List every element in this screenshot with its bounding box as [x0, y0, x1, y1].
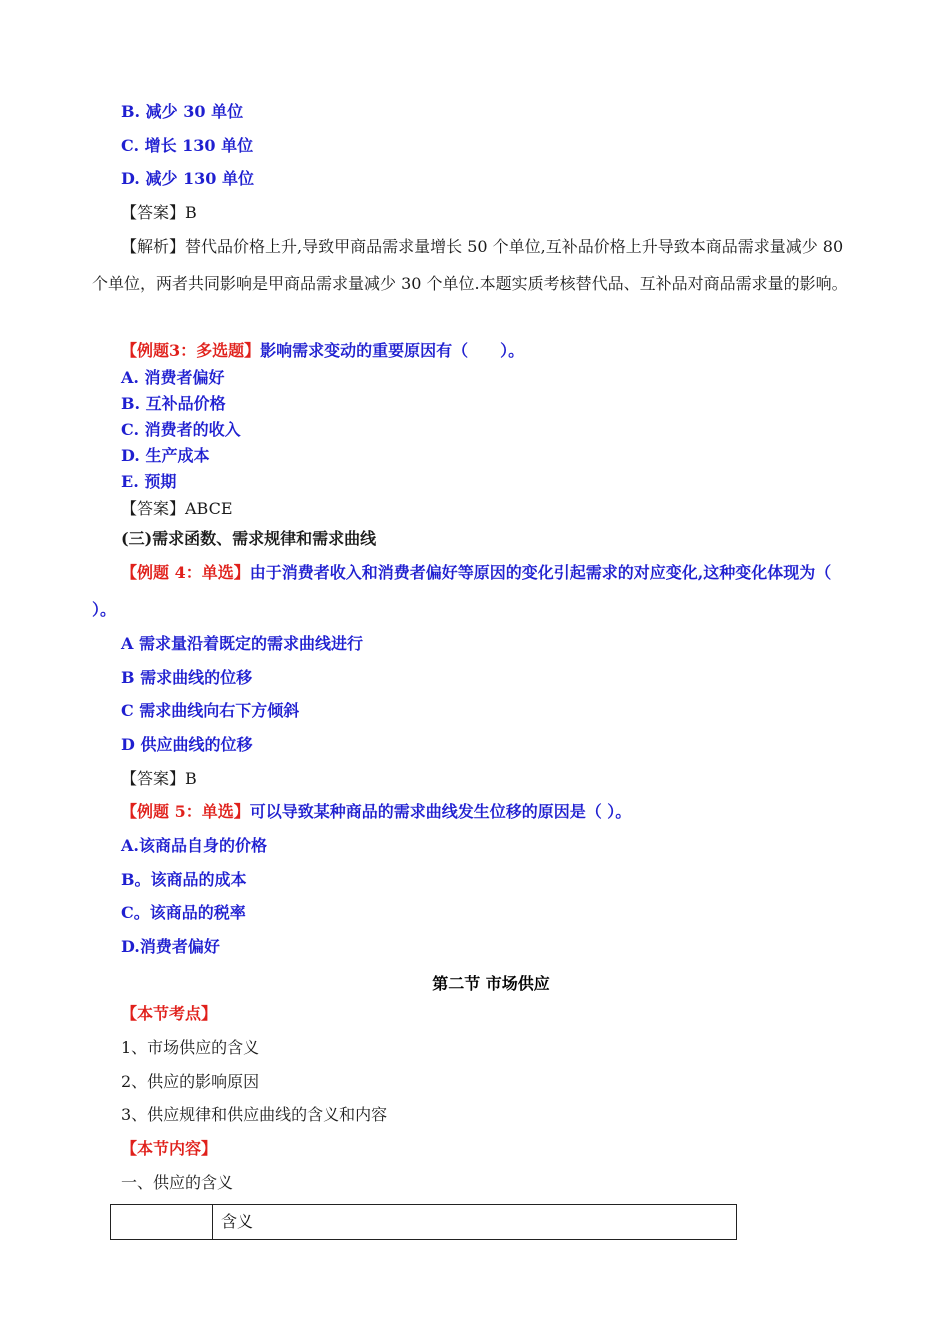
kaodian-item-2: 2、供应的影响原因	[121, 1072, 260, 1091]
table-cell: 含义	[213, 1205, 737, 1240]
option-d: D. 减少 130 单位	[121, 169, 254, 188]
question-tag: 【例题3：多选题】	[121, 341, 261, 360]
q3-option-c: C. 消费者的收入	[121, 420, 241, 439]
section-heading: 第二节 市场供应	[432, 974, 550, 993]
subsection-title: 一、供应的含义	[121, 1173, 234, 1192]
q5-option-c: C。该商品的税率	[121, 903, 246, 922]
definition-table	[110, 1204, 737, 1240]
question-text: 由于消费者收入和消费者偏好等原因的变化引起需求的对应变化,这种变化体现为（ ）。	[92, 563, 853, 619]
question-text: 可以导致某种商品的需求曲线发生位移的原因是（ ）。	[249, 802, 632, 821]
q4-option-d: D 供应曲线的位移	[121, 735, 253, 754]
kaodian-item-1: 1、市场供应的含义	[121, 1038, 260, 1057]
kaodian-label: 【本节考点】	[121, 1004, 218, 1023]
analysis-paragraph	[92, 228, 862, 302]
q5-option-b: B。该商品的成本	[121, 870, 247, 889]
q3-option-b: B. 互补品价格	[121, 394, 226, 413]
option-c: C. 增长 130 单位	[121, 136, 254, 155]
table-cell	[111, 1205, 213, 1240]
q3-option-a: A. 消费者偏好	[121, 368, 225, 387]
neirong-label: 【本节内容】	[121, 1139, 218, 1158]
q3-option-e: E. 预期	[121, 472, 177, 491]
option-b: B. 减少 30 单位	[121, 102, 244, 121]
q5-option-a: A.该商品自身的价格	[121, 836, 267, 855]
q5-option-d: D.消费者偏好	[121, 937, 220, 956]
q4-option-a: A 需求量沿着既定的需求曲线进行	[121, 634, 363, 653]
question-tag: 【例题 4：单选】	[121, 563, 250, 582]
q4-option-b: B 需求曲线的位移	[121, 668, 253, 687]
answer: 【答案】B	[121, 203, 197, 222]
question-4-stem	[92, 554, 862, 628]
section-3-title: (三)需求函数、需求规律和需求曲线	[121, 529, 377, 548]
analysis-text: 替代品价格上升,导致甲商品需求量增长 50 个单位,互补品价格上升导致本商品需求量减少 80 个单位，两者共同影响是甲商品需求量减少 30 个单位.本题实质考核替代品、互补品对商品需求量的影响。	[92, 237, 848, 293]
q3-answer: 【答案】ABCE	[121, 499, 233, 518]
q4-option-c: C 需求曲线向右下方倾斜	[121, 701, 300, 720]
table-row	[111, 1205, 737, 1240]
question-5-stem	[121, 802, 631, 822]
q4-answer: 【答案】B	[121, 769, 197, 788]
kaodian-item-3: 3、供应规律和供应曲线的含义和内容	[121, 1105, 388, 1124]
question-text: 影响需求变动的重要原因有（ ）。	[260, 341, 525, 360]
q3-option-d: D. 生产成本	[121, 446, 210, 465]
question-tag: 【例题 5：单选】	[121, 802, 250, 821]
question-3-stem	[121, 341, 524, 361]
analysis-label: 【解析】	[121, 237, 186, 256]
